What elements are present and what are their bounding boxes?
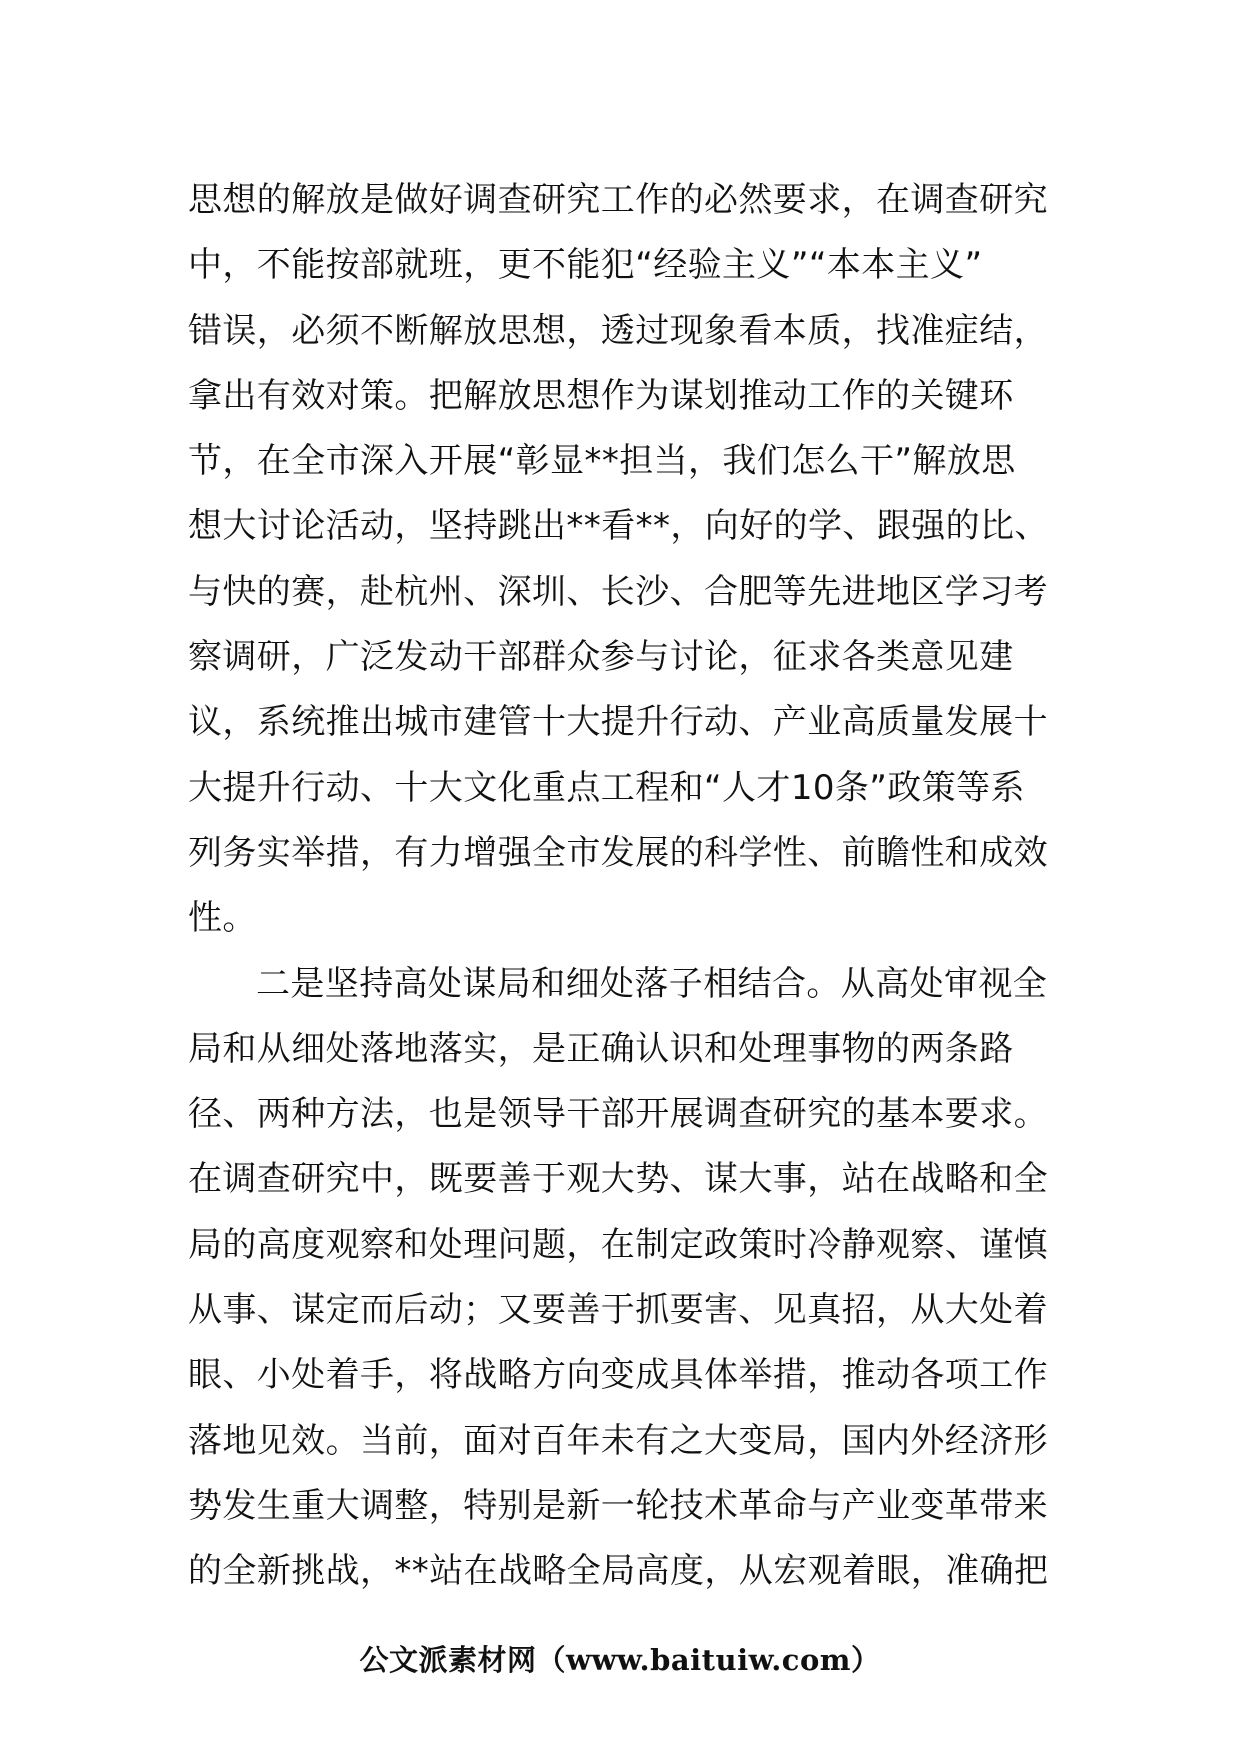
footer-watermark: 公文派素材网（www.baituiw.com） bbox=[359, 1643, 881, 1677]
paragraph-1 bbox=[188, 168, 1060, 952]
paragraph-line: 从事、谋定而后动；又要善于抓要害、见真招，从大处着 bbox=[188, 1290, 1048, 1331]
paragraph-line: 大提升行动、十大文化重点工程和“人才10条”政策等系 bbox=[188, 767, 1025, 808]
paragraph-line: 势发生重大调整，特别是新一轮技术革命与产业变革带来 bbox=[188, 1485, 1048, 1526]
paragraph-line: 在调查研究中，既要善于观大势、谋大事，站在战略和全 bbox=[188, 1159, 1048, 1200]
paragraph-line: 径、两种方法，也是领导干部开展调查研究的基本要求。 bbox=[188, 1094, 1048, 1135]
document-body bbox=[188, 168, 1060, 1605]
paragraph-line: 察调研，广泛发动干部群众参与讨论，征求各类意见建 bbox=[188, 637, 1014, 678]
paragraph-line: 眼、小处着手，将战略方向变成具体举措，推动各项工作 bbox=[188, 1355, 1048, 1396]
paragraph-line: 落地见效。当前，面对百年未有之大变局，国内外经济形 bbox=[188, 1420, 1048, 1461]
paragraph-2 bbox=[188, 952, 1060, 1605]
paragraph-line: 议，系统推出城市建管十大提升行动、产业高质量发展十 bbox=[188, 702, 1048, 743]
paragraph-line: 性。 bbox=[188, 898, 257, 939]
paragraph-line: 局的高度观察和处理问题，在制定政策时冷静观察、谨慎 bbox=[188, 1224, 1048, 1265]
paragraph-line: 与快的赛，赴杭州、深圳、长沙、合肥等先进地区学习考 bbox=[188, 571, 1048, 612]
paragraph-line-first: 二是坚持高处谋局和细处落子相结合。从高处审视全 bbox=[256, 963, 1048, 1004]
paragraph-line: 思想的解放是做好调查研究工作的必然要求，在调查研究 bbox=[188, 180, 1048, 220]
paragraph-line: 想大讨论活动，坚持跳出**看**，向好的学、跟强的比、 bbox=[188, 506, 1049, 547]
paragraph-line: 的全新挑战，**站在战略全局高度，从宏观着眼，准确把 bbox=[188, 1551, 1049, 1592]
paragraph-line: 局和从细处落地落实，是正确认识和处理事物的两条路 bbox=[188, 1028, 1014, 1069]
paragraph-line: 错误，必须不断解放思想，透过现象看本质，找准症结， bbox=[188, 310, 1048, 351]
paragraph-line: 列务实举措，有力增强全市发展的科学性、前瞻性和成效 bbox=[188, 832, 1048, 873]
paragraph-line: 中，不能按部就班，更不能犯“经验主义”“本本主义” bbox=[188, 245, 983, 286]
paragraph-line: 节，在全市深入开展“彰显**担当，我们怎么干”解放思 bbox=[188, 441, 1016, 482]
paragraph-line: 拿出有效对策。把解放思想作为谋划推动工作的关键环 bbox=[188, 375, 1014, 416]
